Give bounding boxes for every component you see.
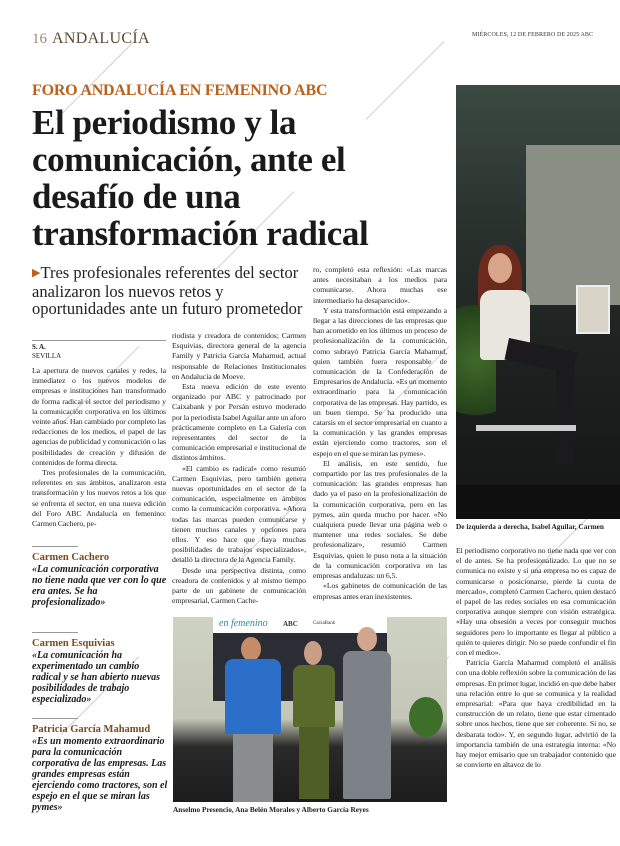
quote-text: «La comunicación ha experimentado un cambio radical y se han abierto nuevas posibilidades de trabajo especializado» [32,650,161,705]
blue-jacket [225,659,281,734]
body-column-3 [313,265,447,602]
screen-background [526,145,620,305]
pull-quote [32,546,168,608]
panel-photo [456,85,620,519]
chair-leg [476,425,576,431]
quote-name: Patricia García Mahamud [32,724,151,735]
trousers [233,734,273,802]
byline [32,343,61,361]
author: S. A. [32,343,46,351]
paragraph: Esta nueva edición de este evento organizado por ABC y patrocinado por Caixabank y por Persán estuvo moderado por la periodista Isabel Aguilar ante un aforo prácticamente completo en La Galería con representantes del sector de la comunicación empresarial e institucional de distintos ámbitos. [172,382,306,463]
paragraph: El periodismo corporativo no tiene nada que ver con el de antes. Se ha profesionalizado. Lo que no se comunica no existe y si una empresa no es capaz de comunicarse o posicionarse, pierde la cuota de mercado», completó Carmen Cachero, quien destacó el papel de las redes sociales en esa comunicación corporativa aunque siempre con visión estratégica. «Hay una obsesión a veces por conseguir muchos seguidores pero lo importante es llegar al público a quién te quieres dirigir. No se puede confundir el fin con el medio». [456,546,616,658]
photo-caption: Anselmo Presencio, Ana Belén Morales y Alberto García Reyes [173,805,369,814]
quote-name: Carmen Esquivias [32,638,115,649]
wall-frame [576,285,610,334]
subtitle [32,264,312,318]
body-column-1 [32,366,166,529]
arrow-icon: ▶ [32,267,41,279]
plant [409,697,443,737]
paragraph: Patricia García Mahamud completó el análisis con una doble reflexión sobre la comunicación de las empresas. En primer lugar, incidió en que debe haber una relación entre lo que se comunica y la realidad empresarial: «Para que haya credibilidad en la construcción de un relato, tiene que estar cimentado sobre unos hechos, tiene que ser coherente. Si no, se desbarata todo». Y, en segundo lugar, advirtió de la importancia también de una estrategia interna: «No hay mejor emisario que un trabajador contenido que se convierte en altavoz de lo [456,658,616,770]
paragraph: Desde una perspectiva distinta, como creadora de contenidos y al mismo tiempo parte de un gabinete de comunicación empresarial, Carmen Cache- [172,565,306,606]
face [488,253,512,283]
subtitle-text: Tres profesionales referentes del sector analizaron los nuevos retos y oportunidades ante un futuro prometedor [32,263,303,318]
banner-script: en femenino [219,618,268,629]
quote-text: «Es un momento extraordinario para la comunicación corporativa de las empresas. Las grandes empresas están ejerciendo como tractores, son el espejo en el que se miran las pymes» [32,736,168,813]
grey-suit [343,651,391,799]
paragraph: Y esta transformación está empezando a llegar a las direcciones de las empresas que han acometido en los últimos un proceso de profesionalización de la comunicación, como subrayó Patricia García Mahamud, quien también fuera responsable de comunicación de la Confederación de Empresarios de Andalucía. «Es un momento extraordinario para la comunicación corporativa de las empresas. Hay partido, es un buen tiempo. Se ha producido una catarsis en el sector empresarial en cuanto a la comunicación y las grandes empresas están ejerciendo como tractores, son el espejo en el que se miran las pymes». [313,305,447,458]
photo-caption: De izquierda a derecha, Isabel Aguilar, Carmen [456,522,604,531]
divider [32,340,166,341]
kicker: FORO ANDALUCÍA EN FEMENINO ABC [32,82,328,99]
divider [32,718,78,719]
banner-sponsor: CaixaBank [313,621,336,626]
paragraph: riodista y creadora de contenidos; Carmen Esquivias, directora general de la agencia Family y Patricia García Mahamud, actual responsable de Relaciones Institucionales en Andalucía de Moeve. [172,331,306,381]
section-name: ANDALUCÍA [52,30,150,47]
quote-text: «La comunicación corporativa no tiene nada que ver con lo que era antes. Se ha profesionalizado» [32,564,167,608]
paragraph: La apertura de nuevos canales y redes, la inmediatez o los nuevos modelos de empresas e instituciones han transformado de forma radical el sector del periodismo y la comunicación corporativa en los últimos veinte años. Han cambiado por completo las redacciones de los medios, el papel de las agencias de publicidad y comunicación o las posibilidades de creación y difusión de contenidos de forma directa. [32,366,166,467]
location: SEVILLA [32,352,62,360]
paragraph: El análisis, en este sentido, fue compartido por las tres profesionales de la comunicación: las grandes empresas han dado ya el paso en la profesionalización de la comunicación corporativa, pero en las pymes, aún queda mucho por hacer. «No cualquiera puede llevar una página web o mantener una redes sociales. Se debe profesionalizar», resumió Carmen Esquivias, quien le puso nota a la situación de la comunicación corporativa en las empresas andaluzas: un 6,5. [313,458,447,581]
green-trousers [299,727,329,799]
dateline: MIÉRCOLES, 12 DE FEBRERO DE 2025 ABC [472,32,594,38]
green-suit [293,665,335,727]
group-photo [173,617,447,802]
pull-quote [32,632,168,705]
body-column-4 [456,546,616,770]
pull-quote [32,718,168,813]
leg [556,365,574,465]
paragraph: «El cambio es radical» como resumió Carmen Esquivias, pero también genera nuevas oportunidades en el sector de la comunicación, especialmente en ámbitos como la comunicación corporativa. «Ahora todas las marcas pueden comunicarse y tienen muchos canales y opciones para ellos. Y eso hace que haya muchas posibilidades de trabajos especializados», detalló la directora de la Agencia Family. [172,463,306,565]
person-head [241,637,261,661]
body-column-2 [172,331,306,606]
paragraph: Tres profesionales de la comunicación, referentes en sus ámbitos, analizaron esta transformación y los nuevos retos a los que se enfrenta el sector, en una nueva edición del Foro ABC Andalucía en femenino: Carmen Cachero, pe- [32,468,166,529]
divider [32,632,78,633]
person-head [304,641,322,665]
quote-name: Carmen Cachero [32,552,110,563]
page-number: 16 [32,31,47,47]
banner-logo: ABC [283,620,298,628]
divider [32,546,78,547]
headline: El periodismo y la comunicación, ante el desafío de una transformación radical [32,103,369,253]
paragraph: ro, completó esta reflexión: «Las marcas antes necesitaban a los medios para comunicarse. Ahora muchas ese intermediario ha desaparecido». [313,265,447,305]
paragraph: «Los gabinetes de comunicación de las empresas antes eran inexistentes. [313,581,447,601]
person-head [357,627,377,651]
stage [456,485,620,519]
